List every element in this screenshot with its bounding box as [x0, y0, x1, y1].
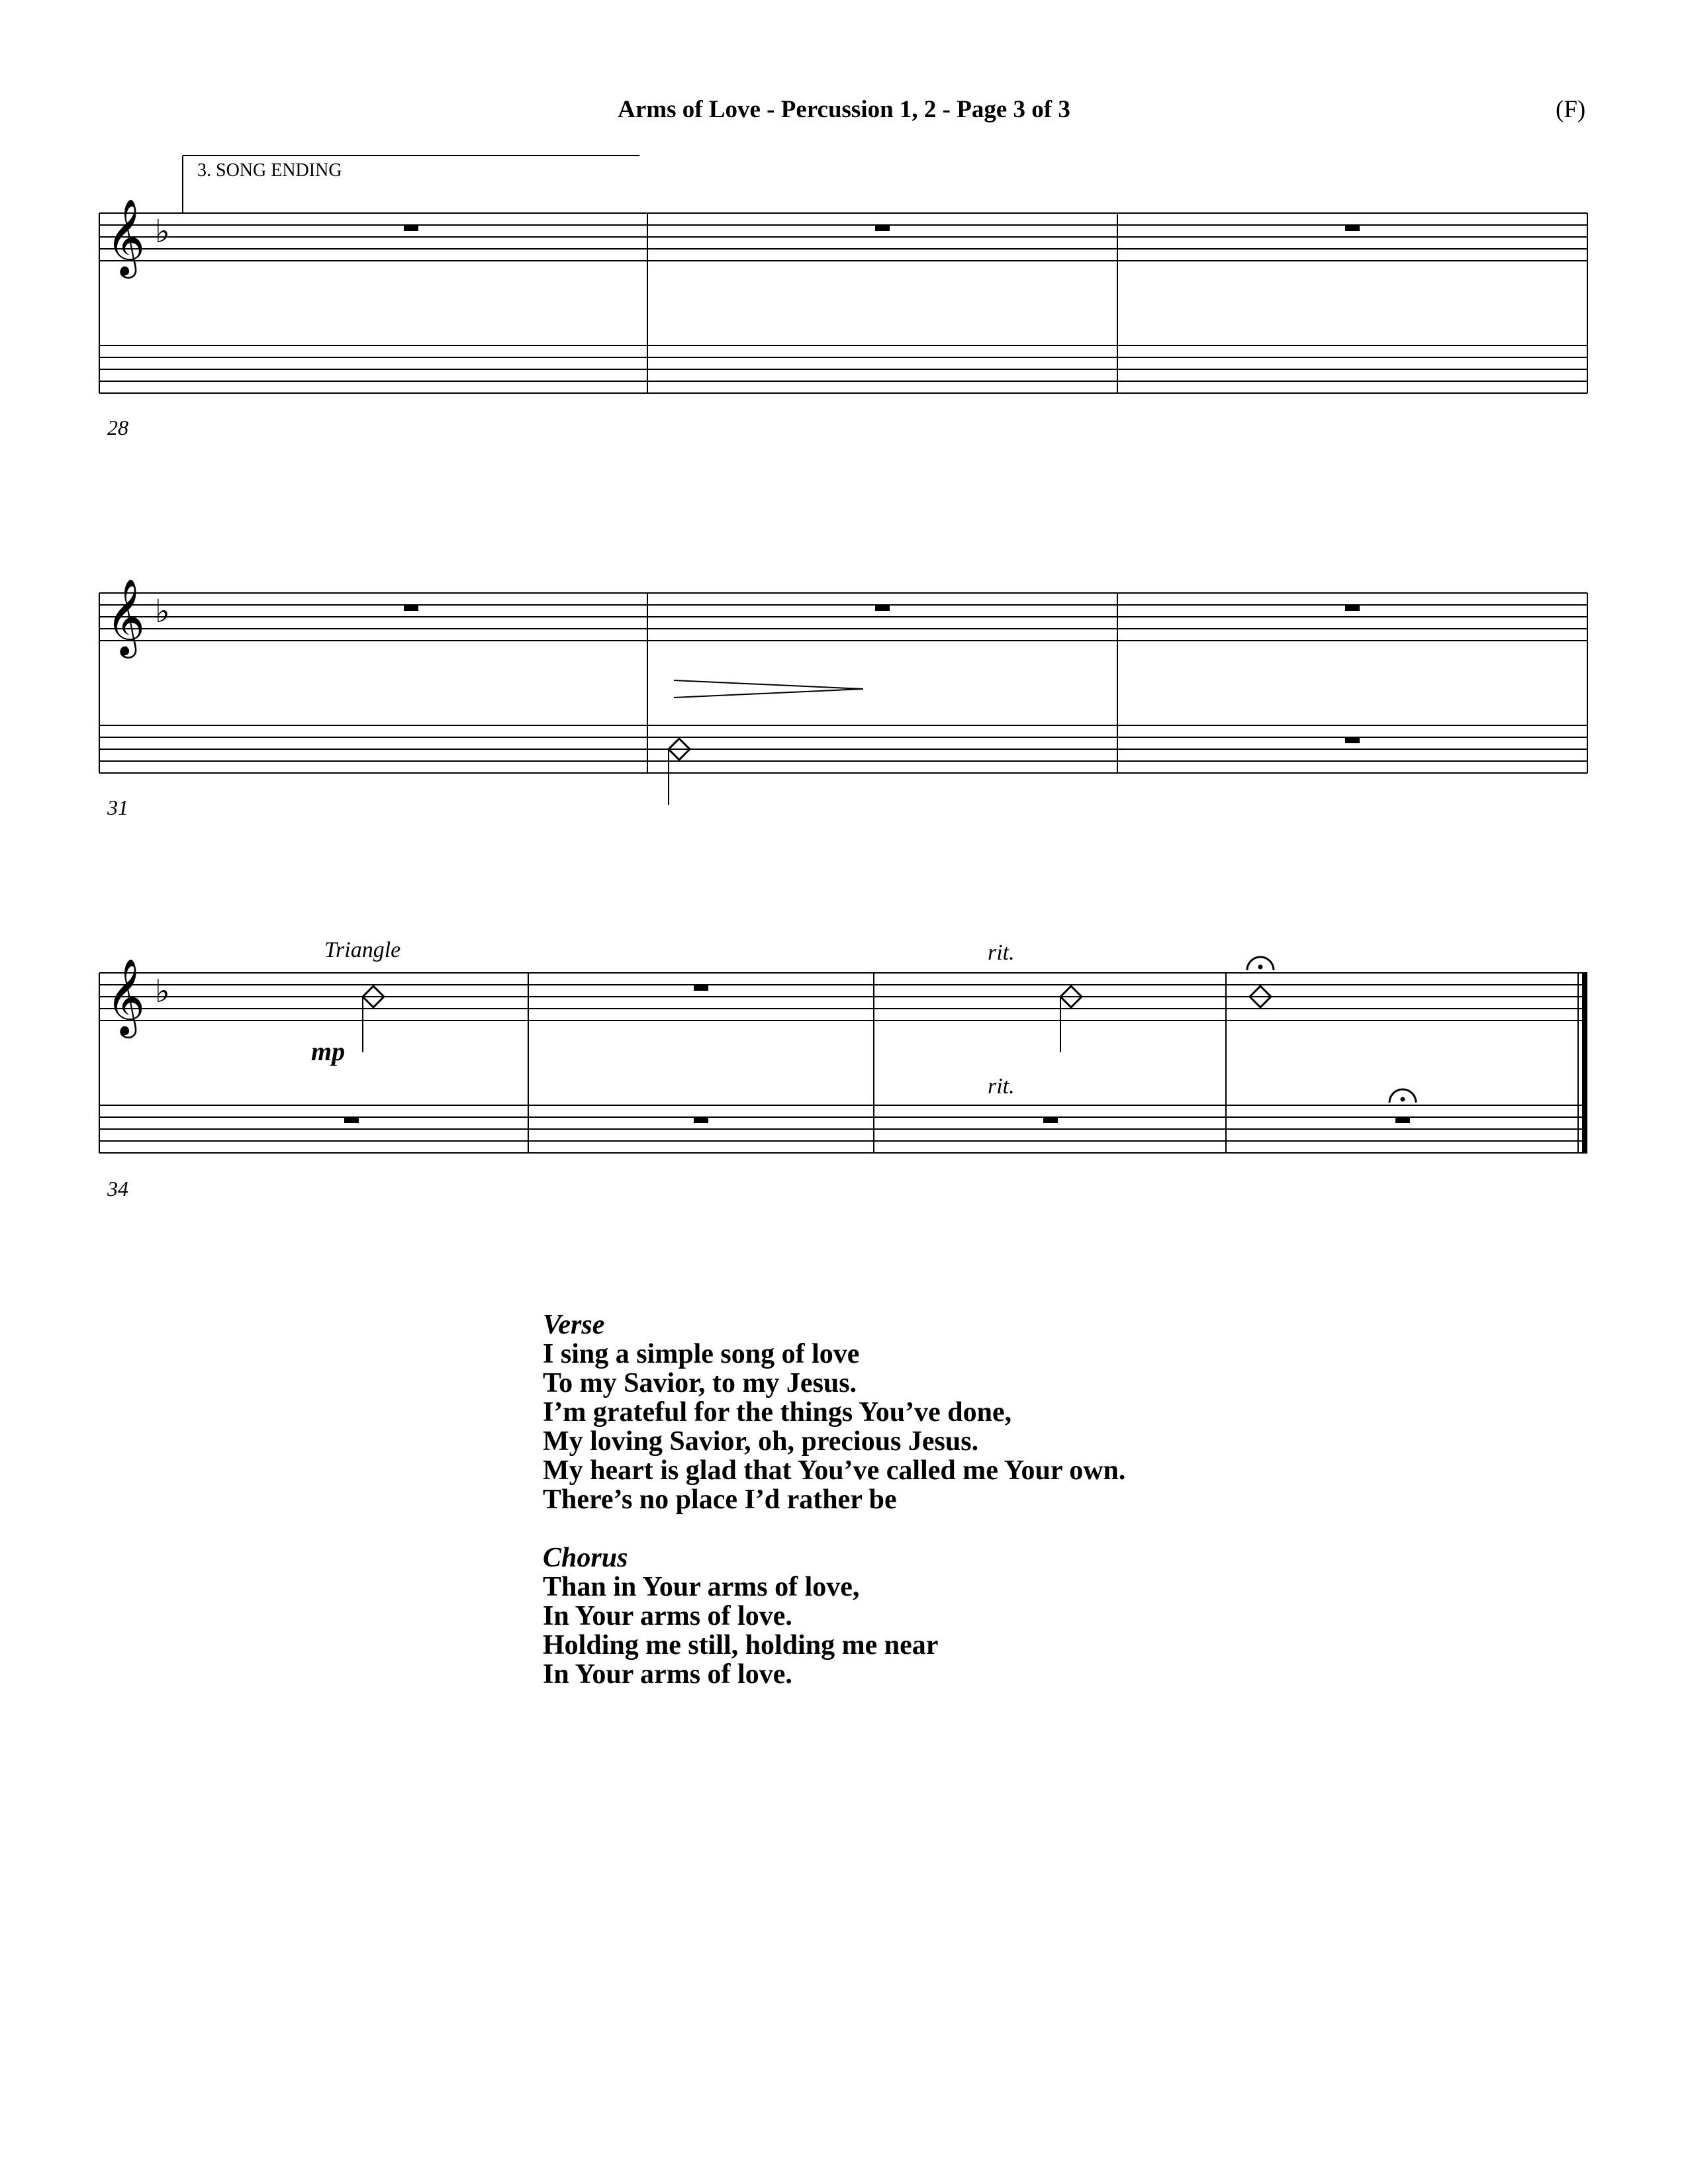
whole-rest	[875, 225, 890, 231]
tempo-marking: rit.	[988, 1074, 1015, 1099]
whole-rest	[1345, 225, 1360, 231]
dynamic-marking: mp	[311, 1036, 346, 1066]
whole-rest	[1043, 1117, 1058, 1123]
key-indicator: (F)	[1556, 96, 1586, 123]
whole-rest	[875, 605, 890, 611]
whole-rest	[404, 605, 418, 611]
percussion-staff	[99, 1105, 1587, 1153]
treble-clef-icon: 𝄞	[106, 198, 146, 275]
stanza-gap	[543, 1514, 1125, 1543]
tempo-marking: rit.	[988, 940, 1015, 965]
whole-rest	[404, 225, 418, 231]
fermata	[1247, 957, 1274, 970]
lyric-line: In Your arms of love.	[543, 1601, 792, 1631]
system-2	[99, 593, 1587, 805]
lyric-line: I’m grateful for the things You’ve done,	[543, 1397, 1012, 1428]
treble-clef-icon: 𝄞	[106, 958, 146, 1035]
lyric-line: My loving Savior, oh, precious Jesus.	[543, 1426, 979, 1457]
flat-icon: ♭	[155, 213, 170, 250]
treble-staff	[99, 973, 1587, 1021]
flat-icon: ♭	[155, 973, 170, 1010]
lyric-line: In Your arms of love.	[543, 1659, 792, 1690]
instrument-label: Triangle	[324, 938, 401, 962]
lyric-line: Than in Your arms of love,	[543, 1572, 860, 1602]
system-1	[99, 156, 1587, 393]
flat-icon: ♭	[155, 593, 170, 630]
percussion-staff	[99, 345, 1587, 393]
measure-number: 34	[107, 1177, 128, 1201]
treble-staff	[99, 593, 1587, 641]
treble-staff	[99, 213, 1587, 261]
ending-label: 3. SONG ENDING	[197, 160, 342, 181]
verse-label: Verse	[543, 1310, 605, 1340]
decrescendo-hairpin	[674, 680, 863, 698]
lyric-line: Holding me still, holding me near	[543, 1630, 939, 1661]
chorus-label: Chorus	[543, 1543, 628, 1573]
percussion-staff	[99, 725, 1587, 773]
whole-rest	[694, 985, 708, 991]
whole-rest	[344, 1117, 359, 1123]
lyric-line: I sing a simple song of love	[543, 1339, 860, 1369]
page-title: Arms of Love - Percussion 1, 2 - Page 3 of 3	[618, 96, 1070, 123]
measure-number: 28	[107, 416, 128, 439]
lyric-line: My heart is glad that You’ve called me Your own.	[543, 1455, 1126, 1486]
treble-clef-icon: 𝄞	[106, 578, 146, 655]
whole-rest	[1345, 605, 1360, 611]
whole-rest	[1395, 1117, 1410, 1123]
lyrics-block	[543, 1310, 1125, 1689]
lyric-line: There’s no place I’d rather be	[543, 1484, 897, 1515]
lyric-line: To my Savior, to my Jesus.	[543, 1368, 857, 1398]
whole-rest	[1345, 737, 1360, 743]
fermata	[1389, 1089, 1416, 1103]
whole-rest	[694, 1117, 708, 1123]
final-barline-thick	[1582, 973, 1587, 1153]
measure-number: 31	[107, 796, 128, 819]
